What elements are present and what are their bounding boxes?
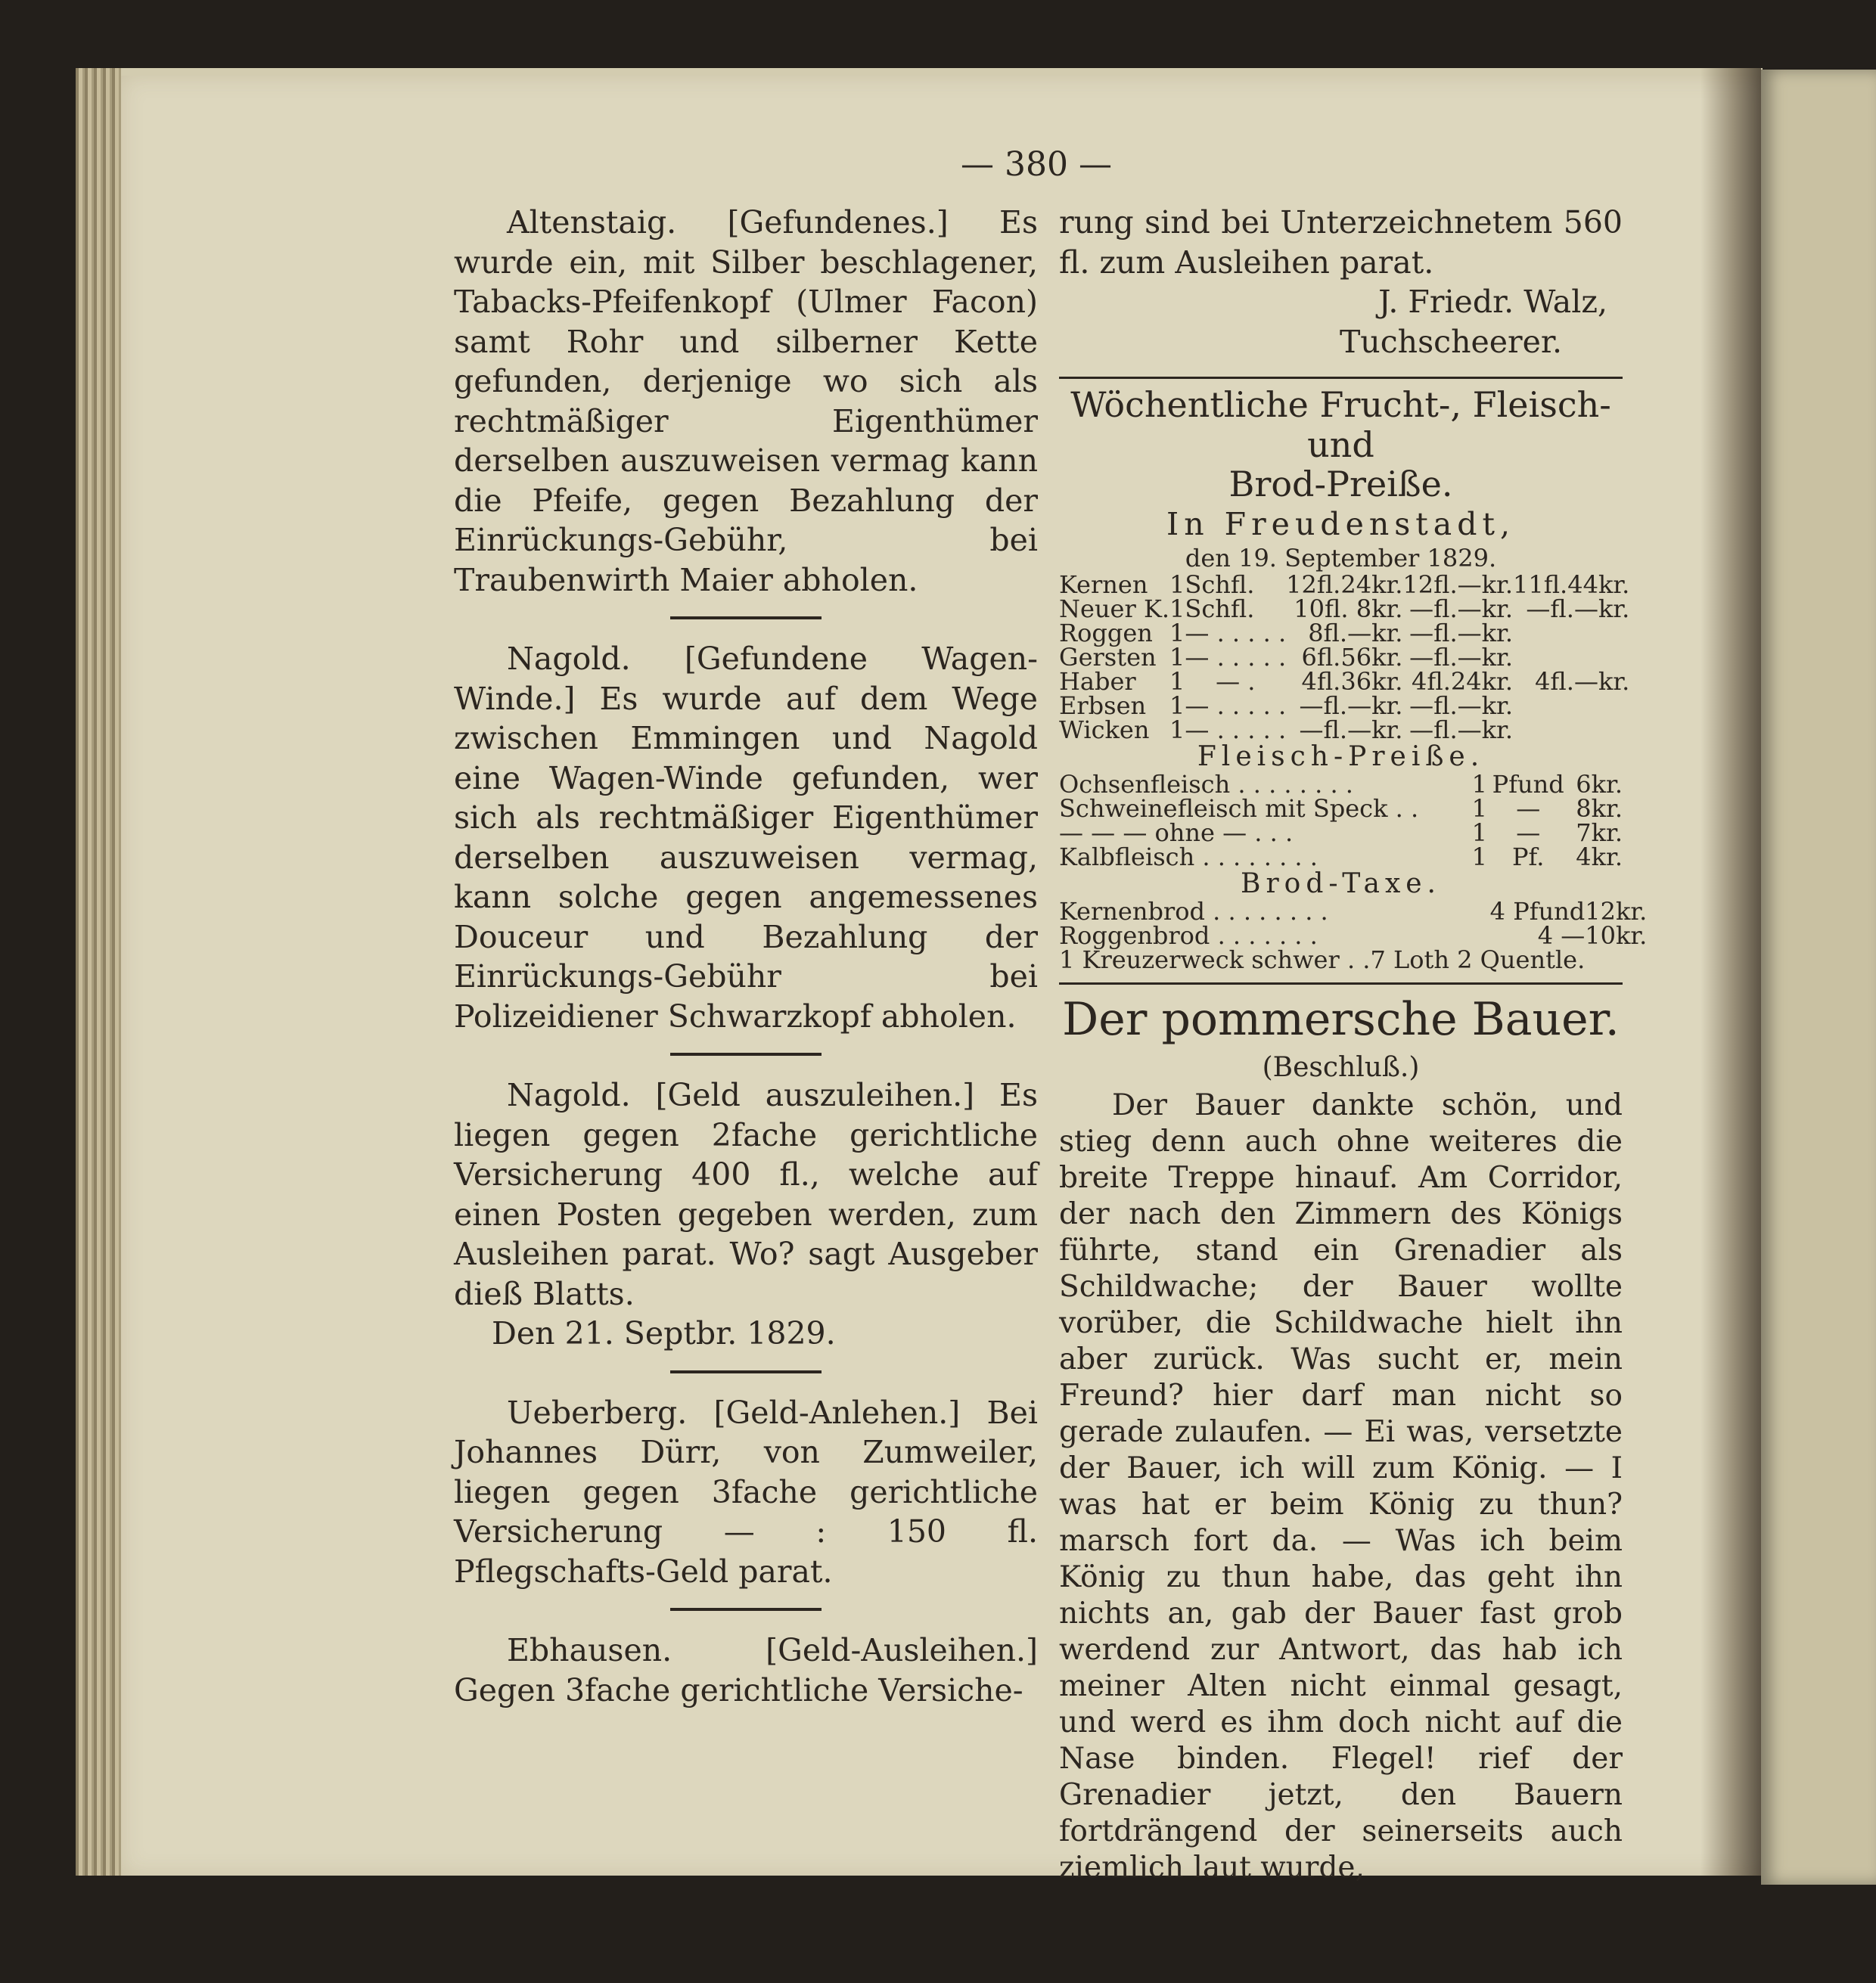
meat-price-table [1059, 772, 1623, 869]
price-mid: 4fl.24kr. [1412, 667, 1513, 696]
table-row [1059, 772, 1623, 796]
meat-unit: Pfund [1492, 770, 1564, 799]
meat-name: Kalbfleisch . . . . . . . . [1059, 843, 1318, 871]
grain-name: Erbsen [1059, 691, 1147, 720]
meat-qty: 1 [1471, 843, 1487, 871]
facing-page-edge [1761, 70, 1876, 1885]
table-row [1059, 669, 1629, 694]
price-low: —fl.—kr. [1409, 643, 1513, 672]
grain-name: Gersten [1059, 643, 1157, 672]
grain-unit: — . . . . . [1185, 691, 1287, 720]
price-mid: —fl.—kr. [1299, 691, 1403, 720]
price-high: 10fl. 8kr. [1294, 594, 1403, 623]
table-row [1059, 899, 1647, 923]
horizontal-rule [1059, 377, 1623, 379]
prices-date: den 19. September 1829. [1185, 544, 1497, 573]
grain-qty: 1 [1169, 643, 1185, 672]
meat-price: 4kr. [1576, 843, 1623, 871]
bread-weight: 4 Pfund [1489, 897, 1586, 926]
grain-qty: 1 [1169, 570, 1185, 599]
notice-altenstaig: Altenstaig. [Gefundenes.] Es wurde ein, mit Silber beschlagener, Tabacks-Pfeifenkopf (Ulmer Facon) samt Rohr und silberner Kette gefunden, derjenige wo sich als rechtmäßiger Eigenthümer derselben auszuweisen vermag kann die Pfeife, gegen Bezahlung der Einrückungs-Gebühr, bei Traubenwirth Maier abholen. [454, 204, 1038, 598]
price-mid: —fl.—kr. [1409, 594, 1513, 623]
bread-price [1585, 948, 1647, 972]
meat-unit: — [1516, 794, 1541, 823]
price-extra [1513, 645, 1629, 669]
price-low: —fl.—kr. [1526, 594, 1630, 623]
grain-qty: 1 [1169, 619, 1185, 647]
table-row [1059, 948, 1647, 972]
price-extra [1513, 718, 1629, 742]
meat-heading: Fleisch-Preiße. [1197, 741, 1485, 772]
right-column [1059, 203, 1648, 1886]
meat-unit: Pf. [1512, 843, 1545, 871]
grain-name: Neuer K. [1059, 594, 1170, 623]
meat-price: 8kr. [1576, 794, 1623, 823]
table-row [1059, 694, 1629, 718]
price-low: —fl.—kr. [1409, 619, 1513, 647]
table-row [1059, 845, 1623, 869]
price-high: 4fl.36kr. [1301, 667, 1403, 696]
meat-name: — — — ohne — . . . [1059, 818, 1294, 847]
table-row [1059, 821, 1623, 845]
grain-unit: — . [1216, 667, 1256, 696]
price-mid: 8fl.—kr. [1308, 619, 1403, 647]
table-row [1059, 718, 1629, 742]
story-subtitle: (Beschluß.) [1262, 1052, 1420, 1083]
table-row [1059, 597, 1629, 621]
meat-qty: 1 [1471, 770, 1487, 799]
grain-name: Wicken [1059, 715, 1150, 744]
grain-unit: — . . . . . [1185, 643, 1287, 672]
notice-nagold-winde: Nagold. [Gefundene Wagen-Winde.] Es wurde auf dem Wege zwischen Emmingen und Nagold eine Wagen-Winde gefunden, wer sich als rechtmäßiger Eigenthümer derselben auszuweisen vermag, kann solche gegen angemessenes Douceur und Bezahlung der Einrückungs-Gebühr bei Polizeidiener Schwarzkopf abholen. [454, 641, 1038, 1035]
bread-name: 1 Kreuzerweck schwer . . [1059, 945, 1371, 974]
grain-qty: 1 [1169, 691, 1185, 720]
left-column [454, 203, 1038, 1710]
signature-name: J. Friedr. Walz, [1378, 284, 1607, 320]
page-edges [76, 68, 121, 1876]
price-low: 4fl.—kr. [1535, 667, 1630, 696]
meat-qty: 1 [1471, 818, 1487, 847]
table-row [1059, 621, 1629, 645]
price-high: 12fl.24kr. [1286, 570, 1403, 599]
prices-heading-1: Wöchentliche Frucht-, Fleisch- und [1070, 384, 1611, 465]
grain-name: Haber [1059, 667, 1136, 696]
grain-unit: Schfl. [1185, 594, 1255, 623]
bread-price: 10kr. [1585, 921, 1648, 950]
separator [670, 1608, 822, 1611]
bread-heading: Brod-Taxe. [1241, 868, 1441, 899]
grain-unit: — . . . . . [1185, 619, 1287, 647]
price-low: —fl.—kr. [1409, 691, 1513, 720]
grain-unit: Schfl. [1185, 570, 1255, 599]
table-row [1059, 573, 1629, 597]
meat-qty: 1 [1471, 794, 1487, 823]
prices-place: In Freudenstadt, [1166, 505, 1515, 542]
bread-name: Kernenbrod . . . . . . . . [1059, 897, 1328, 926]
notice-nagold-geld: Nagold. [Geld auszuleihen.] Es liegen gegen 2fache gerichtliche Versicherung 400 fl., welche auf einen Posten gegeben werden, zum Ausleihen parat. Wo? sagt Ausgeber dieß Blatts. [454, 1077, 1038, 1312]
bread-price: 12kr. [1585, 897, 1648, 926]
bread-name: Roggenbrod . . . . . . . [1059, 921, 1318, 950]
prices-heading-2: Brod-Preiße. [1228, 464, 1453, 504]
grain-qty: 1 [1169, 715, 1185, 744]
price-extra [1513, 694, 1629, 718]
horizontal-rule [1059, 982, 1623, 985]
notice-ueberberg: Ueberberg. [Geld-Anlehen.] Bei Johannes Dürr, von Zumweiler, liegen gegen 3fache gerichtliche Versicherung — : 150 fl. Pflegschafts-Geld parat. [454, 1394, 1038, 1590]
meat-price: 6kr. [1576, 770, 1623, 799]
separator [670, 616, 822, 619]
price-extra [1513, 621, 1629, 645]
grain-name: Roggen [1059, 619, 1153, 647]
notice-continuation: rung sind bei Unterzeichnetem 560 fl. zum Ausleihen parat. [1059, 204, 1623, 281]
meat-name: Schweinefleisch mit Speck . . [1059, 794, 1419, 823]
price-low: —fl.—kr. [1409, 715, 1513, 744]
separator [670, 1053, 822, 1056]
bread-price-table [1059, 899, 1647, 972]
story-text: Der Bauer dankte schön, und stieg denn auch ohne weiteres die breite Treppe hinauf. Am Corridor, der nach den Zimmern des Königs führte, stand ein Grenadier als Schildwache; der Bauer wollte vorüber, die Schildwache hielt ihn aber zurück. Was sucht er, mein Freund? hier darf man nicht so gerade zulaufen. — Ei was, versetzte der Bauer, ich will zum König. — I was hat er beim König zu thun? marsch fort da. — Was ich beim König zu thun habe, das geht ihn nichts an, gab der Bauer fast grob werdend zur Antwort, das hab ich meiner Alten nicht einmal gesagt, und werd es ihm doch nicht auf die Nase binden. Flegel! rief der Grenadier jetzt, den Bauern fortdrängend der seinerseits auch ziemlich laut wurde, [1059, 1088, 1623, 1885]
grain-price-table [1059, 570, 1630, 744]
table-row [1059, 645, 1629, 669]
table-row [1059, 796, 1623, 821]
notice-date: Den 21. Septbr. 1829. [492, 1315, 836, 1351]
story-title: Der pommersche Bauer. [1062, 993, 1620, 1046]
bread-weight: 4 — [1537, 921, 1586, 950]
grain-unit: — . . . . . [1185, 715, 1287, 744]
meat-price: 7kr. [1576, 818, 1623, 847]
page-number: — 380 — [961, 145, 1112, 184]
bread-weight: 7 Loth 2 Quentle. [1370, 945, 1586, 974]
separator [670, 1370, 822, 1373]
grain-qty: 1 [1169, 594, 1185, 623]
price-low: 11fl.44kr. [1512, 570, 1630, 599]
meat-unit: — [1516, 818, 1541, 847]
grain-name: Kernen [1059, 570, 1148, 599]
signature-title: Tuchscheerer. [1339, 323, 1562, 360]
meat-name: Ochsenfleisch . . . . . . . . [1059, 770, 1353, 799]
table-row [1059, 923, 1647, 948]
notice-ebhausen: Ebhausen. [Geld-Ausleihen.] Gegen 3fache gerichtliche Versiche- [454, 1632, 1038, 1708]
gutter-shadow [1701, 68, 1761, 1876]
grain-qty: 1 [1169, 667, 1185, 696]
price-mid: —fl.—kr. [1299, 715, 1403, 744]
price-mid: 6fl.56kr. [1301, 643, 1403, 672]
price-mid: 12fl.—kr. [1402, 570, 1513, 599]
